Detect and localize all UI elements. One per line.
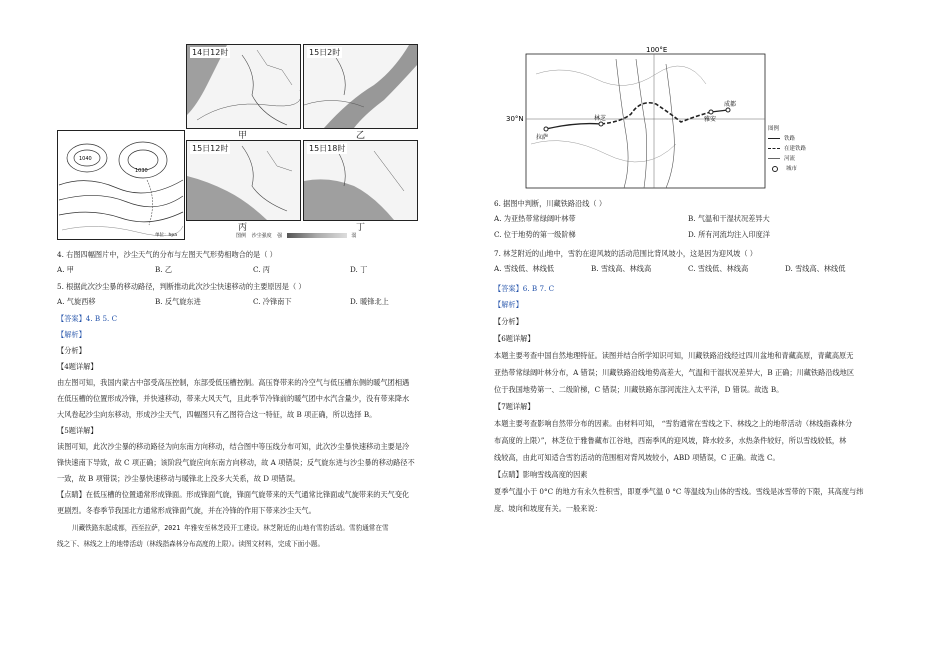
q5-detail-line: 读图可知，此次沙尘暴的移动路径为向东南方向移动，结合图中等压线分布可知，此次沙尘暴快速移动主要是冷 [57,442,410,451]
q4-option-b[interactable]: B. 乙 [155,265,173,274]
q4-option-c[interactable]: C. 丙 [253,265,270,274]
q5-option-b[interactable]: B. 反气旋东进 [155,297,201,306]
isobar-map [57,130,185,240]
jiexi-heading: 【解析】 [57,330,86,339]
dust-panel-jia [186,44,301,129]
dust-panel-jia-time: 14日12时 [192,48,229,57]
dust-panel-bing [186,140,301,221]
q4-detail-line: 由左图可知，我国内蒙古中部受高压控制，东部受低压槽控制。高压脊带来的冷空气与低压槽东侧的暖气团相遇 [57,378,410,387]
q7-option-c[interactable]: C. 雪线低、林线高 [688,264,749,273]
q7-detail-line: 本题主要考查影响自然带分布的因素。由材料可知， “雪豹通常在雪线之下、林线之上的地带活动（林线指森林分 [494,419,853,428]
q5-detail-line: 锋快速南下导致，故 C 项正确；该阶段气旋应向东南方向移动，故 A 项错误；反气旋东进与沙尘暴的移动路径不 [57,458,415,467]
map-lon-label: 100°E [646,46,668,54]
dust-panel-bing-time: 15日12时 [192,144,229,153]
map-legend-title: 图例 [768,126,780,132]
q6-detail-heading: 【6题详解】 [494,334,535,343]
dust-legend-label: 沙尘强度 [251,233,272,239]
q5-option-a[interactable]: A. 气旋西移 [57,297,96,306]
q4-option-d[interactable]: D. 丁 [350,265,368,274]
q7-stem: 7. 林芝附近的山地中，雪豹在迎风坡的活动范围比背风坡小，这是因为迎风坡（ ） [494,249,757,258]
q6-detail-line: 亚热带常绿阔叶林分布，A 错误；川藏铁路沿线地势高差大，气温和干湿状况差异大，B 正确；川藏铁路沿线地区 [494,368,855,377]
intro-line: 川藏铁路东起成都，西至拉萨，2021 年雅安至林芝段开工建设。林芝附近的山地有雪豹活动。雪豹通常在雪 [72,524,389,532]
city-linzhi: 林芝 [594,115,607,122]
q5-option-d[interactable]: D. 暖锋北上 [350,297,389,306]
q6-stem: 6. 据图中判断，川藏铁路沿线（ ） [494,199,607,208]
dust-panel-grid [186,44,418,240]
panel-letter-yi: 乙 [356,131,366,141]
q7-option-a[interactable]: A. 雪线低、林线低 [494,264,555,273]
tail-line: 度、坡向和坡度有关。一般来说： [494,504,602,513]
city-chengdu: 成都 [724,101,737,108]
railway-map-svg [506,44,766,189]
q7-detail-line: 布高度的上限）”，林芝位于雅鲁藏布江谷地，西南季风的迎风坡，降水较多，水热条件较好，所以雪线较低，林 [494,436,847,445]
isobar-label-1030: 1030 [135,168,148,174]
map-legend-river: 河流 [768,154,806,164]
dianjing-line: 【点睛】在低压槽的位置通常形成锋面。形成锋面气旋，锋面气旋带来的天气通常比锋面或气旋带来的天气变化 [57,490,410,499]
jiexi-heading: 【解析】 [494,300,523,309]
q7-detail-line: 线较高，由此可知适合雪豹活动的范围相对背风坡较小，ABD 项错误，C 正确。故选 C。 [494,453,780,462]
q5-option-c[interactable]: C. 冷锋南下 [253,297,292,306]
q4-stem: 4. 右图四幅图片中，沙尘天气的分布与左图天气形势相吻合的是（ ） [57,250,277,259]
q4-detail-line: 在低压槽的位置形成冷锋，并快速移动，带来大风天气，且此季节冷锋前的暖气团中水汽含量少，没有带来降水 [57,394,410,403]
city-yaan: 雅安 [704,116,717,123]
fenxi-heading: 【分析】 [57,346,86,355]
dust-panel-ding [303,140,418,221]
railway-map [506,44,807,189]
q4-detail-heading: 【4题详解】 [57,362,98,371]
isobar-label-1040: 1040 [79,156,92,162]
dust-panel-yi [303,44,418,129]
dust-panel-yi-time: 15日2时 [309,48,341,57]
q4-detail-line: 大风卷起沙尘向东移动，形成沙尘天气，四幅图只有乙图符合这一特征，故 B 项正确，所以选择 B。 [57,410,377,419]
map-legend-city: 城市 [768,164,806,174]
q5-detail-line: 一致，故 B 项错误；沙尘暴快速移动与暖锋北上没多大关系，故 D 项错误。 [57,474,300,483]
q6-option-b[interactable]: B. 气温和干湿状况差异大 [688,214,770,223]
q6-detail-line: 位于我国地势第一、二级阶梯，C 错误；川藏铁路东部河流注入太平洋，D 错误。故选 B。 [494,385,784,394]
q6-option-c[interactable]: C. 位于地势的第一级阶梯 [494,230,576,239]
q5-detail-heading: 【5题详解】 [57,426,98,435]
isobar-unit: 单位：hpa [155,233,177,238]
map-legend [768,124,806,174]
dust-legend-gradient [287,233,347,238]
q4-option-a[interactable]: A. 甲 [57,265,74,274]
q7-detail-heading: 【7题详解】 [494,402,535,411]
fenxi-heading: 【分析】 [494,317,523,326]
q6-detail-line: 本题主要考查中国自然地理特征。读图并结合所学知识可知，川藏铁路沿线经过四川盆地和青藏高原，青藏高原无 [494,351,854,360]
panel-letter-ding: 丁 [356,223,366,233]
map-lat-label: 30°N [506,115,524,123]
q6-option-a[interactable]: A. 为亚热带常绿阔叶林带 [494,214,576,223]
dust-legend [236,232,356,239]
q6-option-d[interactable]: D. 所有河流均注入印度洋 [688,230,770,239]
map-legend-construction: 在建铁路 [768,144,806,154]
dust-panel-ding-time: 15日18时 [309,144,346,153]
right-column [475,0,950,672]
panel-letter-bing: 丙 [238,223,248,233]
dust-legend-weak: 弱 [351,233,357,239]
map-legend-railway: 铁路 [768,134,806,144]
q7-option-d[interactable]: D. 雪线高、林线低 [785,264,846,273]
q7-option-b[interactable]: B. 雪线高、林线高 [591,264,652,273]
panel-letter-jia: 甲 [238,131,248,141]
dust-legend-title: 图例 [236,233,247,239]
dianjing-line: 更剧烈。冬春季节我国北方通常形成锋面气旋，并在冷锋的作用下带来沙尘天气。 [57,506,316,515]
q5-stem: 5. 根据此次沙尘暴的移动路径，判断推动此次沙尘快速移动的主要原因是（ ） [57,282,306,291]
city-lhasa: 拉萨 [536,134,549,141]
answer-4-5: 【答案】4. B 5. C [57,314,118,323]
dust-legend-strong: 强 [277,233,283,239]
dianjing-heading: 【点睛】影响雪线高度的因素 [494,470,588,479]
intro-line: 线之下、林线之上的地带活动（林线指森林分布高度的上限）。读图文材料，完成下面小题。 [57,540,325,548]
answer-6-7: 【答案】6. B 7. C [494,284,555,293]
tail-line: 夏季气温小于 0°C 的地方有永久性积雪，即夏季气温 0 °C 等温线为山体的雪线。雪线是冰雪带的下限，其高度与纬 [494,487,864,496]
